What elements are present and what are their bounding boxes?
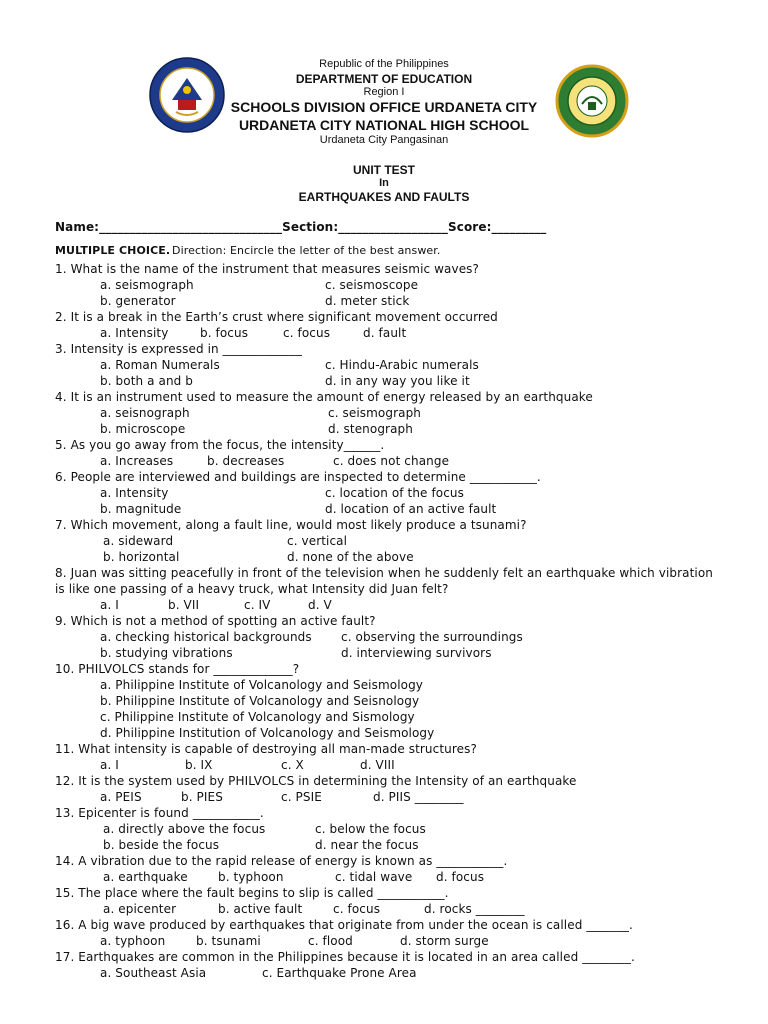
question-text: 8. Juan was sitting peacefully in front of the television when he suddenly felt an earthquake which vibration	[55, 566, 713, 580]
question-text: 6. People are interviewed and buildings are inspected to determine ___________.	[55, 470, 541, 484]
question-text: is like one passing of a heavy truck, what Intensity did Juan felt?	[55, 582, 449, 596]
answer-choice: c. X	[281, 758, 304, 772]
answer-choice: c. Philippine Institute of Volcanology and Sismology	[100, 710, 415, 724]
answer-choice: b. decreases	[207, 454, 285, 468]
answer-choice: c. vertical	[287, 534, 348, 548]
header-republic: Republic of the Philippines	[319, 58, 449, 70]
answer-choice: b. tsunami	[196, 934, 261, 948]
answer-choice: d. rocks ________	[424, 902, 525, 916]
question-text: 14. A vibration due to the rapid release of energy is known as ___________.	[55, 854, 508, 868]
answer-choice: a. Intensity	[100, 326, 169, 340]
name-section-score-line: Name:______________________________Section:__________________Score:_________	[55, 220, 547, 234]
question-text: 9. Which is not a method of spotting an active fault?	[55, 614, 376, 628]
answer-choice: c. focus	[283, 326, 331, 340]
answer-choice: d. PIIS ________	[373, 790, 464, 804]
question-text: 3. Intensity is expressed in _____________	[55, 342, 302, 356]
answer-choice: a. seismograph	[100, 278, 194, 292]
header-school: URDANETA CITY NATIONAL HIGH SCHOOL	[238, 117, 530, 133]
answer-choice: a. epicenter	[103, 902, 177, 916]
answer-choice: c. does not change	[333, 454, 450, 468]
answer-choice: a. PEIS	[100, 790, 142, 804]
answer-choice: a. checking historical backgrounds	[100, 630, 312, 644]
answer-choice: d. in any way you like it	[325, 374, 470, 388]
answer-choice: b. horizontal	[103, 550, 180, 564]
answer-choice: a. seisnograph	[100, 406, 190, 420]
answer-choice: c. seismograph	[328, 406, 422, 420]
answer-choice: b. beside the focus	[103, 838, 220, 852]
answer-choice: c. focus	[333, 902, 381, 916]
title-in: In	[379, 177, 389, 189]
question-text: 15. The place where the fault begins to slip is called ___________.	[55, 886, 449, 900]
question-text: 11. What intensity is capable of destroying all man-made structures?	[55, 742, 477, 756]
header-department: DEPARTMENT OF EDUCATION	[295, 72, 473, 86]
answer-choice: d. meter stick	[325, 294, 410, 308]
answer-choice: b. both a and b	[100, 374, 194, 388]
answer-choice: c. IV	[244, 598, 271, 612]
answer-choice: b. VII	[168, 598, 200, 612]
question-text: 2. It is a break in the Earth’s crust where significant movement occurred	[55, 310, 498, 324]
answer-choice: a. directly above the focus	[103, 822, 266, 836]
answer-choice: c. location of the focus	[325, 486, 464, 500]
answer-choice: b. generator	[100, 294, 176, 308]
answer-choice: d. Philippine Institution of Volcanology and Seismology	[100, 726, 435, 740]
answer-choice: a. Philippine Institute of Volcanology and Seismology	[100, 678, 423, 692]
instructions-label: MULTIPLE CHOICE.	[55, 244, 171, 257]
question-text: 13. Epicenter is found ___________.	[55, 806, 264, 820]
answer-choice: c. below the focus	[315, 822, 426, 836]
question-text: 17. Earthquakes are common in the Philippines because it is located in an area called ________.	[55, 950, 635, 964]
answer-choice: b. studying vibrations	[100, 646, 233, 660]
answer-choice: c. observing the surroundings	[341, 630, 523, 644]
answer-choice: c. seismoscope	[325, 278, 419, 292]
answer-choice: a. I	[100, 758, 119, 772]
answer-choice: d. near the focus	[315, 838, 419, 852]
answer-choice: d. interviewing survivors	[341, 646, 492, 660]
answer-choice: d. stenograph	[328, 422, 413, 436]
title-unit-test: UNIT TEST	[353, 163, 415, 177]
question-text: 1. What is the name of the instrument that measures seismic waves?	[55, 262, 479, 276]
answer-choice: a. Intensity	[100, 486, 169, 500]
question-text: 16. A big wave produced by earthquakes that originate from under the ocean is called _______.	[55, 918, 633, 932]
answer-choice: b. magnitude	[100, 502, 182, 516]
instructions-text: Direction: Encircle the letter of the best answer.	[172, 244, 441, 257]
answer-choice: c. Earthquake Prone Area	[262, 966, 417, 980]
answer-choice: c. flood	[308, 934, 353, 948]
question-text: 10. PHILVOLCS stands for _____________?	[55, 662, 300, 676]
answer-choice: b. active fault	[218, 902, 303, 916]
header-division: SCHOOLS DIVISION OFFICE URDANETA CITY	[230, 99, 538, 115]
question-text: 12. It is the system used by PHILVOLCS in determining the Intensity of an earthquake	[55, 774, 577, 788]
answer-choice: b. typhoon	[218, 870, 284, 884]
answer-choice: a. Southeast Asia	[100, 966, 207, 980]
answer-choice: a. Increases	[100, 454, 174, 468]
answer-choice: a. sideward	[103, 534, 174, 548]
answer-choice: a. I	[100, 598, 119, 612]
answer-choice: d. storm surge	[400, 934, 489, 948]
answer-choice: d. none of the above	[287, 550, 414, 564]
answer-choice: b. microscope	[100, 422, 186, 436]
answer-choice: d. fault	[363, 326, 407, 340]
answer-choice: d. location of an active fault	[325, 502, 497, 516]
question-text: 5. As you go away from the focus, the intensity______.	[55, 438, 385, 452]
answer-choice: a. Roman Numerals	[100, 358, 220, 372]
answer-choice: b. Philippine Institute of Volcanology and Seisnology	[100, 694, 420, 708]
answer-choice: b. IX	[185, 758, 213, 772]
answer-choice: d. focus	[436, 870, 485, 884]
question-text: 4. It is an instrument used to measure the amount of energy released by an earthquake	[55, 390, 593, 404]
header-location: Urdaneta City Pangasinan	[319, 134, 449, 146]
answer-choice: c. Hindu-Arabic numerals	[325, 358, 479, 372]
header-region: Region I	[363, 86, 405, 98]
answer-choice: b. PIES	[181, 790, 223, 804]
answer-choice: d. VIII	[360, 758, 395, 772]
question-text: 7. Which movement, along a fault line, would most likely produce a tsunami?	[55, 518, 527, 532]
answer-choice: b. focus	[200, 326, 249, 340]
answer-choice: d. V	[308, 598, 332, 612]
answer-choice: a. typhoon	[100, 934, 166, 948]
title-topic: EARTHQUAKES AND FAULTS	[298, 190, 470, 204]
answer-choice: c. PSIE	[281, 790, 322, 804]
answer-choice: a. earthquake	[103, 870, 188, 884]
answer-choice: c. tidal wave	[335, 870, 413, 884]
